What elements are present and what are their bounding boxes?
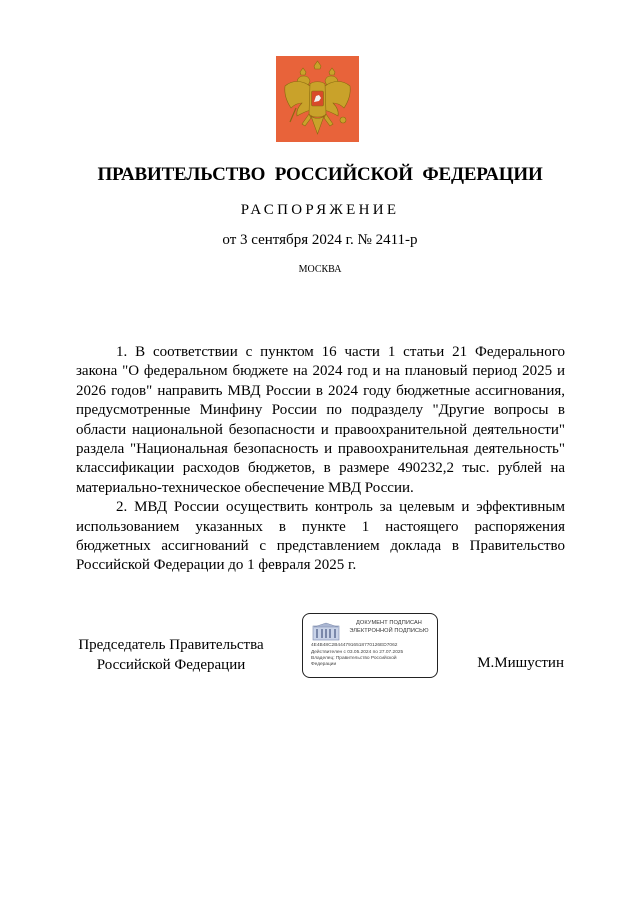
document-city: МОСКВА (298, 264, 342, 275)
stamp-title-line-2: ЭЛЕКТРОННОЙ ПОДПИСЬЮ (349, 627, 429, 634)
stamp-validity: Действителен с 03.05.2024 по 27.07.2025 (311, 650, 404, 655)
signer-position-line-1: Председатель Правительства (78, 637, 264, 653)
coat-of-arms-emblem (276, 56, 359, 142)
document-type: РАСПОРЯЖЕНИЕ (240, 202, 400, 218)
signer-name: М.Мишустин (477, 655, 564, 671)
paragraph-2: 2. МВД России осуществить контроль за целевым и эффективным использованием указанных в пункте 1 настоящего распоряжения бюджетных ассигнований с представлением доклада в Правительство Российской Федерации до 1 февраля 2025 г. (76, 499, 565, 574)
stamp-certificate: 4E4B48C2B4447916518770126ED7062 (311, 643, 398, 648)
double-headed-eagle-icon (276, 56, 359, 142)
stamp-owner-line-2: Федерации (311, 662, 337, 667)
building-icon (311, 622, 341, 642)
stamp-title (343, 620, 435, 635)
signer-position (76, 636, 266, 675)
stamp-title-line-1: ДОКУМЕНТ ПОДПИСАН (356, 620, 422, 626)
stamp-owner-line-1: Владелец: Правительство Российской (311, 656, 397, 661)
electronic-signature-stamp (302, 613, 438, 678)
government-title: ПРАВИТЕЛЬСТВО РОССИЙСКОЙ ФЕДЕРАЦИИ (97, 164, 543, 185)
document-date-number: от 3 сентября 2024 г. № 2411-р (222, 232, 418, 248)
document-body (76, 343, 565, 576)
paragraph-1: 1. В соответствии с пунктом 16 части 1 статьи 21 Федерального закона "О федеральном бюджете на 2024 год и на плановый период 2025 и 2026 годов" направить МВД России в 2024 году бюджетные ассигнования, предусмотренные Минфину России по подразделу "Другие вопросы в области национальной безопасности и правоохранительной деятельности" раздела "Национальная безопасность и правоохранительная деятельность" классификации расходов бюджетов, в размере 490232,2 тыс. рублей на материально-техническое обеспечение МВД России. (76, 344, 565, 496)
signer-position-line-2: Российской Федерации (96, 656, 246, 673)
